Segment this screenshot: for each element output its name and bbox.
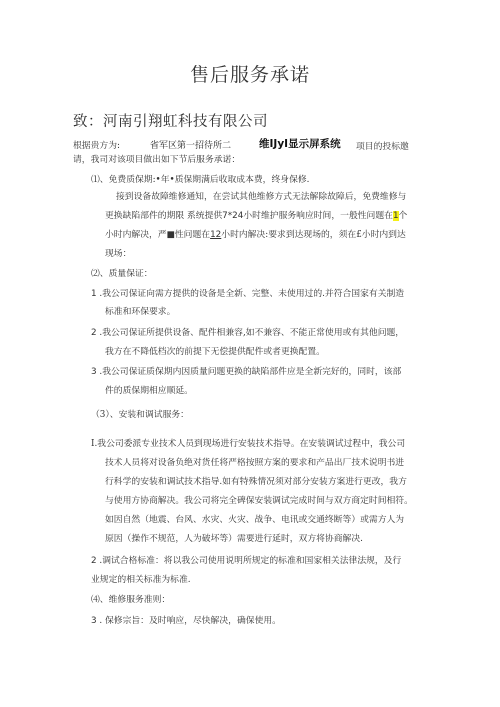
- section3-item1-line2: 技术人员将对设备负绝对货任将严格按照方案的要求和产品出厂技术说明书进: [105, 458, 405, 468]
- section2-item1-number: 1: [91, 289, 97, 299]
- section2-item1-line2: 标准和环保要求。: [105, 307, 176, 317]
- serious-issue-hours: 12: [210, 230, 222, 240]
- section1-para-line3-a: 小时内解决，严■性问题在: [105, 230, 211, 240]
- section2-item2-number: 2: [91, 328, 97, 338]
- section3-heading: （3）、安装和调试服务：: [91, 410, 189, 420]
- section2-item3-number: 3: [91, 367, 97, 377]
- section3-item2-text: .调试合格标准：将以我公司使用说明所规定的标准和国家相关法律法规，及行: [96, 556, 402, 566]
- section1-para-line3-c: 小时内解决:要求到达现场的，须在£小时内到达: [221, 230, 406, 240]
- section1-para-line2-c: 小时维护服务响应时间，一般性问题在: [243, 211, 393, 221]
- intro-project-part2: 维IJyI显示屏系统: [259, 138, 341, 150]
- section3-item1-text: 我公司委派专业技术人员到现场进行安装技术指导。在安装调试过程中，我公司: [97, 439, 406, 449]
- section2-item2-line2: 我方在不降低档次的前提下无偿提供配件或者更换配置。: [105, 347, 325, 357]
- section1-para-line3: [105, 227, 406, 240]
- section3-item2-line1: [91, 553, 401, 566]
- page-title: 售后服务承诺: [189, 64, 310, 86]
- section3-item1-line5: 如因自然（地震、台风、水灾、火灾、战争、电讯或交通终断等）或需方人为: [105, 515, 405, 525]
- section1-heading: ⑴、免费质保期:•年•质保期满后收取成本费，终身保修.: [91, 175, 310, 185]
- section2-item3-text: .我公司保证质保期内因质量问题更换的缺陷部件应是全新完好的，同时，该部: [96, 367, 402, 377]
- intro-lead: 根据贵方为:: [73, 141, 120, 151]
- intro-project-part1: 省军区第一招待所二: [150, 141, 232, 151]
- section1-para-line2-e: 个: [398, 211, 408, 221]
- section2-item1-line1: [91, 286, 404, 299]
- section4-item3-text: . 保修宗旨：及时响应，尽快解决，确保使用。: [96, 616, 281, 626]
- section1-para-line1: 接到设备故障维修通知，在尝试其他维修方式无法解除故障后，免费维修与: [116, 192, 407, 202]
- section2-item3-line2: 件的质保期相应顺延。: [105, 386, 193, 396]
- section2-item1-text: .我公司保证向需方提供的设备是全新、完整、未使用过的.并符合国家有关制造: [96, 289, 405, 299]
- intro-line2: 请，我司对该项目做出如下节后服务承诺：: [73, 155, 241, 165]
- intro-tail: 项目的投标邀: [356, 142, 409, 152]
- section3-item2-number: 2: [91, 556, 97, 566]
- section3-item2-line2: 业规定的相关标准为标准.: [91, 575, 191, 585]
- section1-para-line2-a: 更换缺陷部件的期限 系统提供: [105, 211, 223, 221]
- response-time-value: 7*24: [222, 211, 244, 221]
- section4-heading: ⑷、维修服务准则：: [91, 595, 171, 605]
- section4-item3-number: 3: [91, 616, 97, 626]
- section3-item1-line3: 行科学的安装和调试技术指导.如有特殊情况须对部分安装方案进行更改，我方: [105, 477, 407, 487]
- section2-item2-line1: [91, 325, 404, 338]
- section3-item1-line1: [91, 436, 405, 449]
- section1-para-line4: 现场：: [105, 249, 132, 259]
- section2-heading: ⑵、质量保证：: [91, 269, 153, 279]
- section3-item1-line4: 与使用方协商解决。我公司将完全碑保安装调试完成时间与双方商定时间相符。: [105, 496, 413, 506]
- section3-item1-line6: 原因（操作不规范，人为破坏等）需要进行延时，双方将协商解决.: [105, 534, 363, 544]
- section2-item3-line1: [91, 364, 401, 377]
- section3-item1-number: I.: [91, 439, 98, 449]
- highlighted-hour-value: 1: [392, 211, 399, 221]
- addressee-line: 致：河南引翔虹科技有限公司: [73, 114, 268, 130]
- section4-item3-line1: [91, 613, 281, 626]
- section1-para-line2: [105, 208, 407, 221]
- section2-item2-text: .我公司保证所提供设备、配件相兼容,如不兼容、不能正常使用或有其他问题，: [96, 328, 405, 338]
